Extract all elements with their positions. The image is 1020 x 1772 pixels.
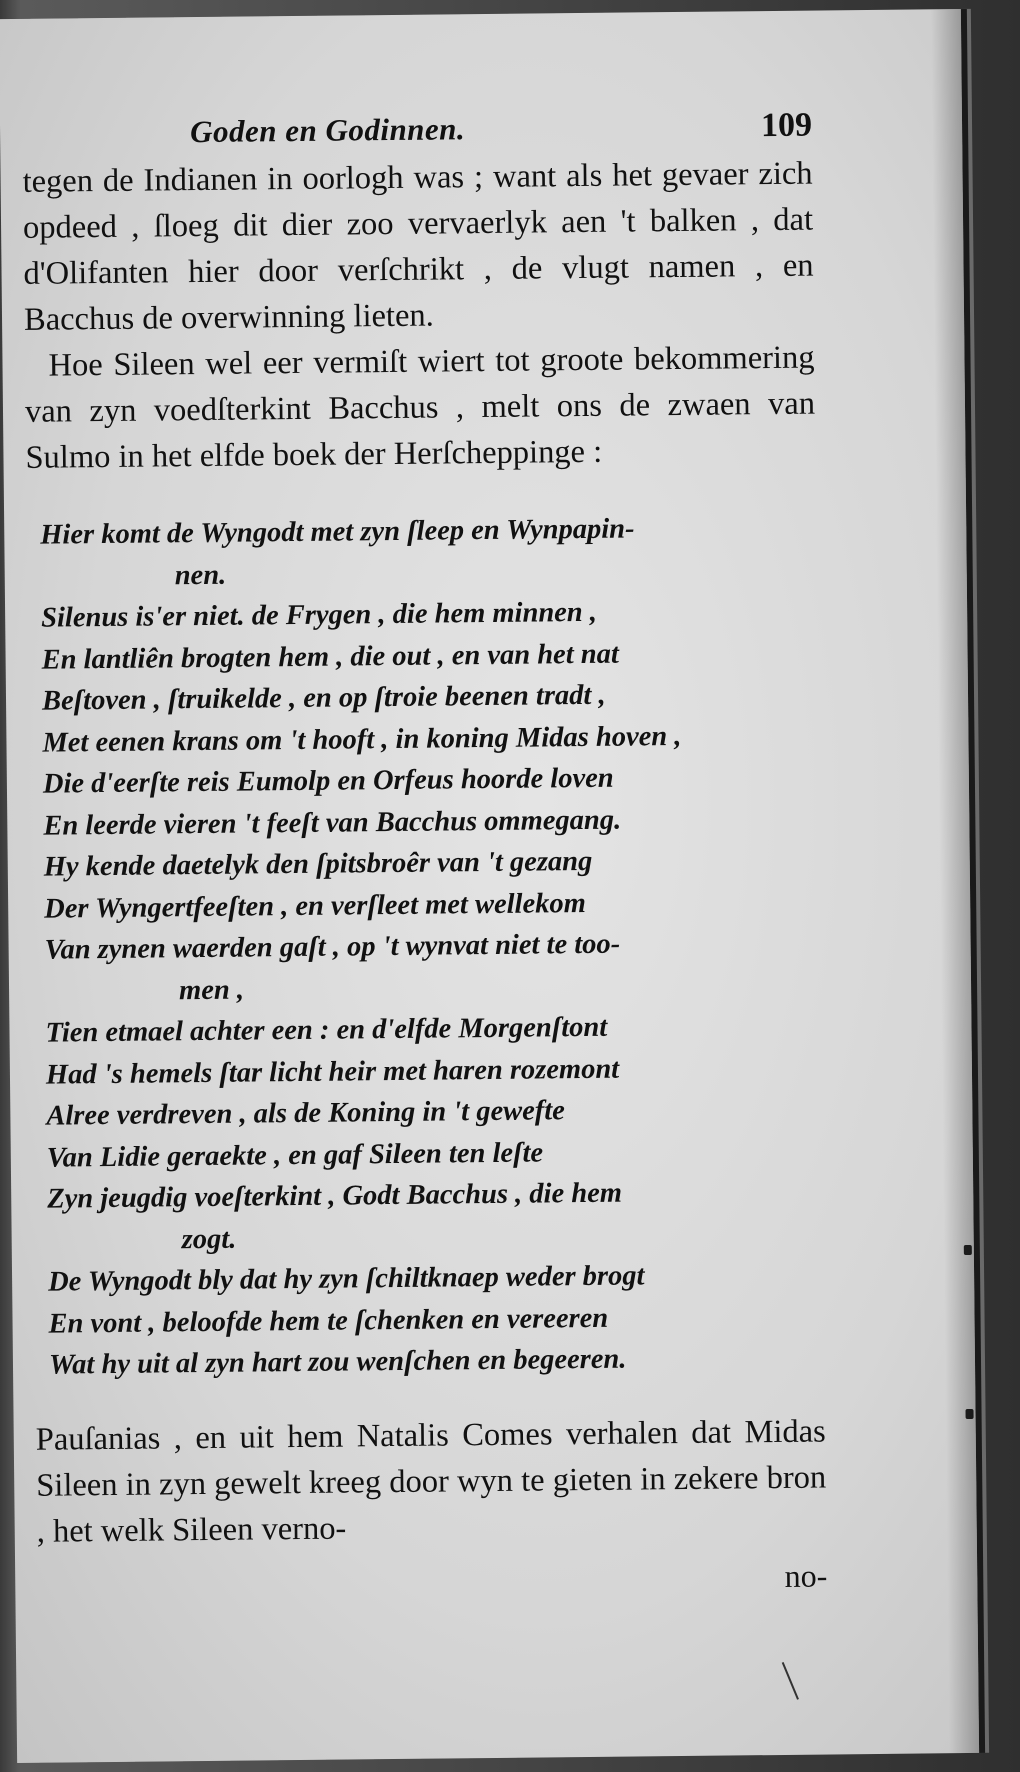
verse-line: En lantliên brogten hem , die out , en van het nat (41, 638, 619, 676)
edge-mark (966, 1409, 974, 1419)
prose-paragraph: Hoe Sileen wel eer vermiſt wiert tot groote bekommering van zyn voedſterkint Bacchus , melt ons de zwaen van Sulmo in het elfde boek der Herſcheppinge : (24, 339, 816, 476)
verse-line: Had 's hemels ſtar licht heir met haren rozemont (45, 1053, 620, 1091)
verse-line: Hy kende daetelyk den ſpitsbroêr van 't gezang (43, 845, 593, 883)
verse-line: Die d'eerſte reis Eumolp en Orfeus hoorde loven (42, 762, 614, 800)
verse-line: Tien etmael achter een : en d'elfde Morgenſtont (45, 1011, 608, 1049)
verse-line: En vont , beloofde hem te ſchenken en vereeren (48, 1302, 609, 1340)
prose-bottom (36, 1408, 827, 1554)
verse-line: En leerde vieren 't feeſt van Bacchus ommegang. (43, 804, 622, 842)
verse-line: Der Wyngertfeeſten , en verſleet met wellekom (44, 887, 586, 925)
verse-line: Van zynen waerden gaſt , op 't wynvat niet te too- (44, 928, 621, 966)
verse-line: nen. (174, 559, 227, 591)
verse-line: Hier komt de Wyngodt met zyn ſleep en Wynpapin- (40, 513, 635, 551)
verse-line: Wat hy uit al zyn hart zou wenſchen en begeeren. (48, 1343, 627, 1381)
verse-quotation (26, 507, 825, 1387)
verse-line: Silenus is'er niet. de Frygen , die hem minnen , (41, 596, 598, 634)
verse-line: Met eenen krans om 't hooft , in koning Midas hoven , (42, 720, 682, 759)
page-number: 109 (760, 106, 813, 145)
verse-line: Alree verdreven , als de Koning in 't gewefte (46, 1095, 566, 1132)
catchword: no- (784, 1556, 828, 1594)
paper-page (0, 9, 979, 1763)
scan-artifact-mark (782, 1662, 799, 1700)
verse-line: men , (178, 974, 245, 1006)
verse-line: Beſtoven , ſtruikelde , en op ſtroie beenen tradt , (41, 679, 606, 717)
verse-line: De Wyngodt bly dat hy zyn ſchiltknaep weder brogt (47, 1260, 645, 1298)
page-content (22, 107, 828, 1607)
prose-paragraph: tegen de Indianen in oorlogh was ; want als het gevaer zich opdeed , ſloeg dit dier zoo vervaerlyk aen 't balken , dat d'Olifanten hier door verſchrikt , de vlugt namen , en Bacchus de overwinning lieten. (22, 155, 814, 338)
edge-mark (964, 1245, 972, 1255)
running-head-title: Goden en Godinnen. (189, 111, 466, 150)
prose-paragraph: Pauſanias , en uit hem Natalis Comes verhalen dat Midas Sileen in zyn gewelt kreeg door wyn te gieten in zekere bron , het welk Sileen verno- (35, 1413, 827, 1550)
verse-line: Van Lidie geraekte , en gaf Sileen ten leſte (46, 1136, 544, 1174)
verse-line: Zyn jeugdig voeſterkint , Godt Bacchus , die hem (47, 1177, 623, 1215)
running-head (22, 107, 812, 153)
verse-line: zogt. (181, 1223, 237, 1255)
prose-top (22, 151, 815, 481)
